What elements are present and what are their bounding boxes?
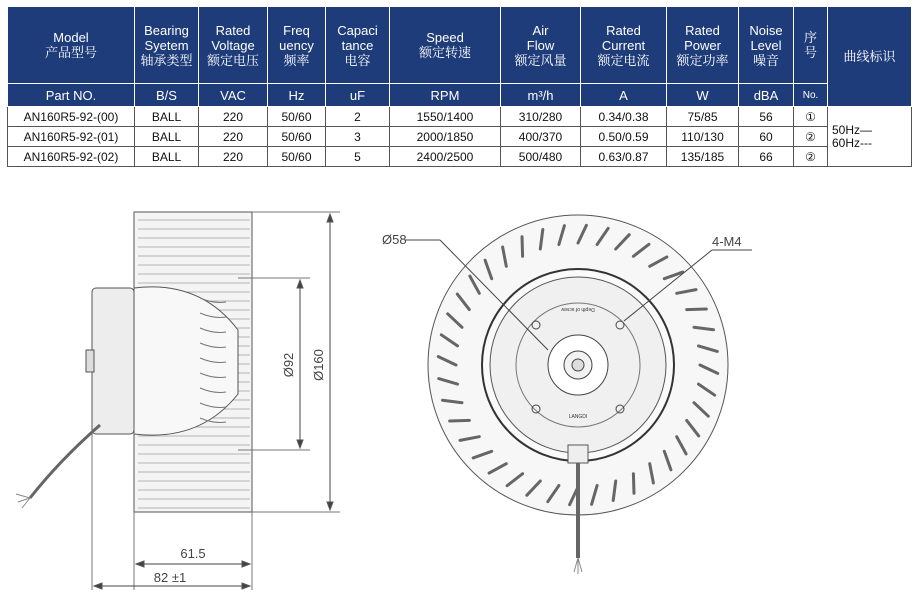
- header-curve: 曲线标识: [828, 7, 912, 107]
- unit-cell: B/S: [135, 84, 199, 107]
- unit-cell: No.: [794, 84, 828, 107]
- header-current: Rated Current 额定电流: [581, 7, 667, 84]
- cell: 110/130: [667, 127, 739, 147]
- unit-cell: RPM: [390, 84, 501, 107]
- cell: BALL: [135, 147, 199, 167]
- blade: [522, 237, 523, 257]
- cell: 50/60: [268, 147, 326, 167]
- front-view: [405, 215, 752, 574]
- brand-label: LANGDI: [568, 414, 588, 420]
- curve-legend-60hz: 60Hz---: [832, 135, 873, 150]
- cable: [30, 425, 100, 498]
- table-row: [8, 107, 912, 127]
- header-capacitance: Capaci tance 电容: [326, 7, 390, 84]
- cell: ②: [794, 147, 828, 167]
- m4-label: 4-M4: [712, 234, 742, 249]
- cell: 3: [326, 127, 390, 147]
- dim-61-5-label: 61.5: [180, 546, 206, 561]
- side-view: [16, 212, 340, 590]
- unit-cell: uF: [326, 84, 390, 107]
- cell: 2: [326, 107, 390, 127]
- cell-part-no: AN160R5-92-(00): [8, 107, 135, 127]
- cell: 500/480: [501, 147, 581, 167]
- cell: 0.50/0.59: [581, 127, 667, 147]
- header-bearing: Bearing Syetem 轴承类型: [135, 7, 199, 84]
- cell: 220: [199, 147, 268, 167]
- cell: 56: [739, 107, 794, 127]
- cell: 0.34/0.38: [581, 107, 667, 127]
- unit-cell: W: [667, 84, 739, 107]
- table-row: [8, 147, 912, 167]
- blade: [687, 309, 707, 310]
- cell: 0.63/0.87: [581, 147, 667, 167]
- cell: 1550/1400: [390, 107, 501, 127]
- front-cable-wires: [574, 558, 582, 574]
- unit-cell: Hz: [268, 84, 326, 107]
- header-airflow: Air Flow 额定风量: [501, 7, 581, 84]
- cell: 135/185: [667, 147, 739, 167]
- technical-drawing: [0, 180, 914, 606]
- unit-cell: VAC: [199, 84, 268, 107]
- spec-table: [7, 6, 912, 167]
- header-frequency: Freq uency 频率: [268, 7, 326, 84]
- units-row: [8, 84, 912, 107]
- unit-cell: Part NO.: [8, 84, 135, 107]
- blade: [633, 474, 634, 494]
- header-voltage: Rated Voltage 额定电压: [199, 7, 268, 84]
- header-power: Rated Power 额定功率: [667, 7, 739, 84]
- dim-58-label: Ø58: [382, 232, 407, 247]
- motor-housing: [92, 288, 134, 434]
- table-row: [8, 127, 912, 147]
- cell: 75/85: [667, 107, 739, 127]
- header-model: Model 产品型号: [8, 7, 135, 84]
- cell: BALL: [135, 107, 199, 127]
- dim-160-label: Ø160: [311, 349, 326, 381]
- dim-92-label: Ø92: [281, 352, 296, 378]
- cell: 2000/1850: [390, 127, 501, 147]
- cell: 5: [326, 147, 390, 167]
- dim-82-label: 82 ±1: [153, 570, 187, 585]
- unit-cell: m³/h: [501, 84, 581, 107]
- blade: [450, 420, 470, 421]
- cell: 220: [199, 107, 268, 127]
- cell: ①: [794, 107, 828, 127]
- cable-gland: [568, 445, 588, 463]
- cell-part-no: AN160R5-92-(02): [8, 147, 135, 167]
- cell: 400/370: [501, 127, 581, 147]
- cell: BALL: [135, 127, 199, 147]
- depth-of-screw-label: Depth of screw: [561, 306, 595, 312]
- header-noise: Noise Level 噪音: [739, 7, 794, 84]
- cell-part-no: AN160R5-92-(01): [8, 127, 135, 147]
- cell: 66: [739, 147, 794, 167]
- unit-cell: A: [581, 84, 667, 107]
- curve-legend: [828, 107, 912, 167]
- cell: ②: [794, 127, 828, 147]
- cell: 220: [199, 127, 268, 147]
- cell: 310/280: [501, 107, 581, 127]
- header-row: [8, 7, 912, 84]
- shaft: [572, 359, 584, 371]
- header-seq-no: 序 号: [794, 7, 828, 84]
- cell: 60: [739, 127, 794, 147]
- cable-wires: [16, 494, 30, 508]
- unit-cell: dBA: [739, 84, 794, 107]
- curve-legend-50hz: 50Hz—: [832, 122, 873, 137]
- shaft-stub: [86, 350, 94, 372]
- cell: 2400/2500: [390, 147, 501, 167]
- cell: 50/60: [268, 107, 326, 127]
- cell: 50/60: [268, 127, 326, 147]
- header-speed: Speed 额定转速: [390, 7, 501, 84]
